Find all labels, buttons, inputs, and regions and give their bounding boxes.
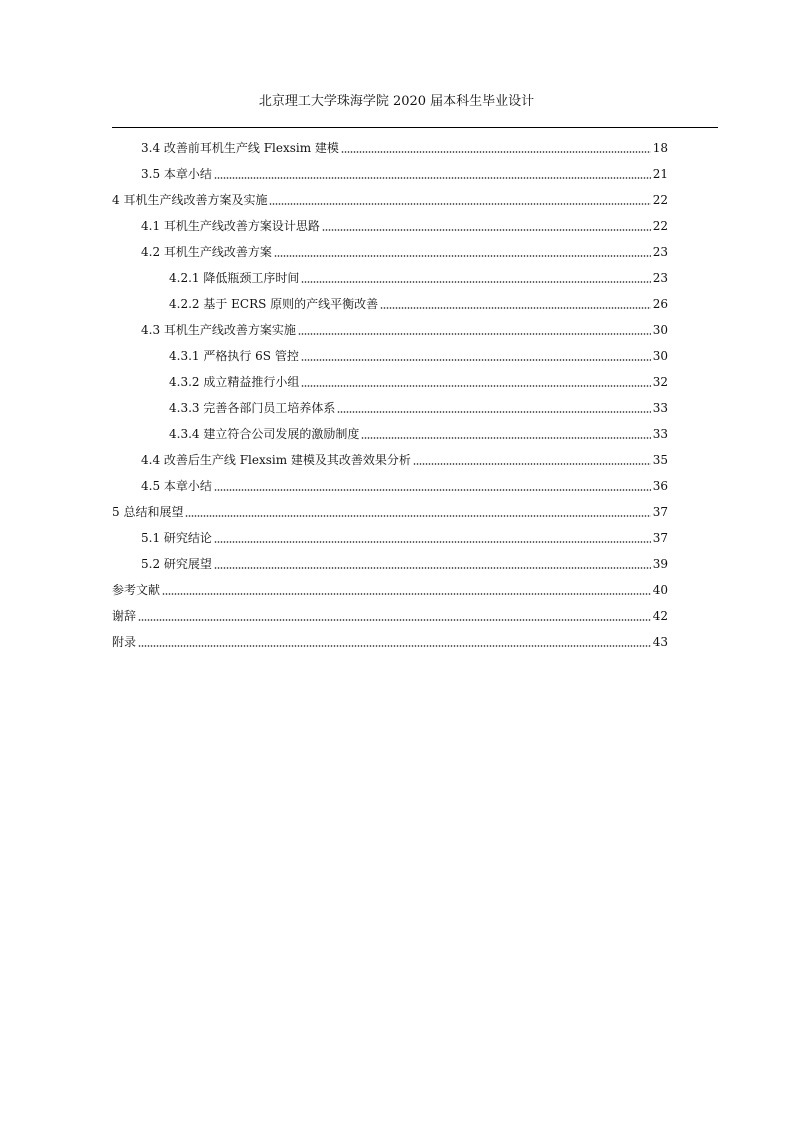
toc-entry-page: 21 xyxy=(652,167,668,181)
toc-entry-title: 3.4 改善前耳机生产线 Flexsim 建模 xyxy=(141,141,339,155)
toc-entry-title: 4.4 改善后生产线 Flexsim 建模及其改善效果分析 xyxy=(141,453,411,467)
toc-entry-title: 4.5 本章小结 xyxy=(141,479,212,493)
toc-entry[interactable] xyxy=(112,624,668,650)
toc-dot-leader xyxy=(162,593,651,595)
toc-entry-title: 4.2 耳机生产线改善方案 xyxy=(141,245,272,259)
toc-entry-title: 5.2 研究展望 xyxy=(141,557,212,571)
toc-entry-page: 37 xyxy=(652,531,668,545)
toc-entry[interactable] xyxy=(112,416,668,442)
toc-entry-title: 4.3.2 成立精益推行小组 xyxy=(169,375,300,389)
toc-entry-page: 43 xyxy=(652,635,668,649)
toc-entry-title: 4.2.1 降低瓶颈工序时间 xyxy=(169,271,300,285)
toc-entry[interactable] xyxy=(112,572,668,598)
toc-dot-leader xyxy=(301,359,651,361)
toc-entry-page: 35 xyxy=(652,453,668,467)
toc-entry-page: 30 xyxy=(652,349,668,363)
page-header-title: 北京理工大学珠海学院 2020 届本科生毕业设计 xyxy=(258,94,535,109)
toc-entry[interactable] xyxy=(112,234,668,260)
toc-entry[interactable] xyxy=(112,442,668,468)
toc-dot-leader xyxy=(322,229,651,231)
toc-entry-title: 4.2.2 基于 ECRS 原则的产线平衡改善 xyxy=(169,297,379,311)
toc-entry-page: 33 xyxy=(652,401,668,415)
toc-entry-page: 39 xyxy=(652,557,668,571)
toc-entry[interactable] xyxy=(112,364,668,390)
toc-dot-leader xyxy=(337,411,650,413)
toc-dot-leader xyxy=(380,307,651,309)
toc-entry[interactable] xyxy=(112,338,668,364)
toc-entry-page: 22 xyxy=(652,219,668,233)
toc-entry-title: 参考文献 xyxy=(112,583,161,597)
toc-dot-leader xyxy=(301,385,650,387)
toc-entry-title: 3.5 本章小结 xyxy=(141,167,212,181)
toc-entry-title: 4.3 耳机生产线改善方案实施 xyxy=(141,323,296,337)
toc-entry-title: 4.1 耳机生产线改善方案设计思路 xyxy=(141,219,320,233)
table-of-contents xyxy=(112,130,668,650)
toc-entry-title: 5 总结和展望 xyxy=(112,505,184,519)
toc-dot-leader xyxy=(138,645,651,647)
toc-entry-page: 40 xyxy=(652,583,668,597)
toc-entry-page: 18 xyxy=(652,141,668,155)
toc-entry[interactable] xyxy=(112,598,668,624)
toc-dot-leader xyxy=(214,177,651,179)
toc-dot-leader xyxy=(214,541,651,543)
toc-dot-leader xyxy=(361,437,650,439)
toc-entry[interactable] xyxy=(112,260,668,286)
toc-dot-leader xyxy=(274,255,651,257)
toc-entry[interactable] xyxy=(112,286,668,312)
toc-entry-title: 5.1 研究结论 xyxy=(141,531,212,545)
toc-dot-leader xyxy=(214,567,651,569)
toc-entry-page: 42 xyxy=(652,609,668,623)
toc-entry[interactable] xyxy=(112,130,668,156)
toc-entry-title: 4.3.3 完善各部门员工培养体系 xyxy=(169,401,336,415)
toc-entry-page: 33 xyxy=(652,427,668,441)
toc-entry-page: 36 xyxy=(652,479,668,493)
toc-entry[interactable] xyxy=(112,468,668,494)
toc-dot-leader xyxy=(413,463,651,465)
toc-entry-title: 附录 xyxy=(112,635,137,649)
toc-entry-title: 谢辞 xyxy=(112,609,137,623)
toc-entry-title: 4.3.4 建立符合公司发展的激励制度 xyxy=(169,427,360,441)
toc-entry-title: 4 耳机生产线改善方案及实施 xyxy=(112,193,268,207)
toc-entry[interactable] xyxy=(112,312,668,338)
toc-entry-page: 22 xyxy=(652,193,668,207)
toc-dot-leader xyxy=(138,619,651,621)
toc-dot-leader xyxy=(214,489,651,491)
toc-entry[interactable] xyxy=(112,520,668,546)
toc-entry[interactable] xyxy=(112,494,668,520)
toc-entry-page: 32 xyxy=(652,375,668,389)
toc-entry-title: 4.3.1 严格执行 6S 管控 xyxy=(169,349,299,363)
toc-entry[interactable] xyxy=(112,208,668,234)
toc-entry[interactable] xyxy=(112,546,668,572)
toc-entry-page: 23 xyxy=(652,245,668,259)
toc-dot-leader xyxy=(301,281,650,283)
toc-dot-leader xyxy=(341,151,651,153)
toc-entry-page: 30 xyxy=(652,323,668,337)
toc-entry-page: 23 xyxy=(652,271,668,285)
toc-entry-page: 37 xyxy=(652,505,668,519)
toc-entry[interactable] xyxy=(112,182,668,208)
toc-dot-leader xyxy=(269,203,650,205)
toc-entry-page: 26 xyxy=(652,297,668,311)
toc-entry[interactable] xyxy=(112,390,668,416)
header-divider xyxy=(112,127,718,128)
toc-dot-leader xyxy=(298,333,651,335)
toc-entry[interactable] xyxy=(112,156,668,182)
toc-dot-leader xyxy=(185,515,650,517)
